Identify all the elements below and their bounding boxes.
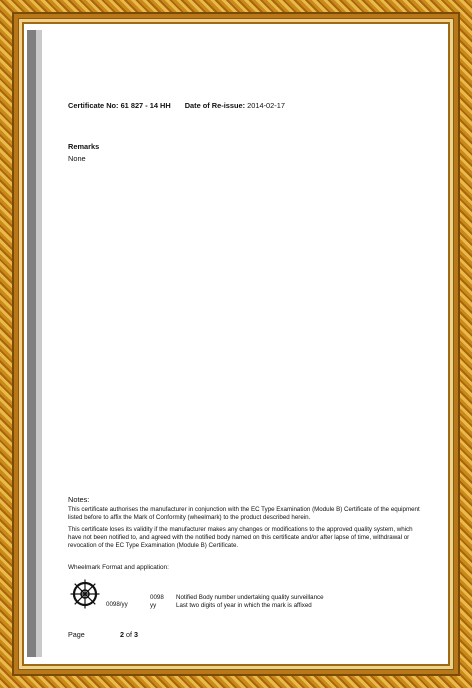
certificate-info-line: [68, 101, 285, 110]
page-of: of: [126, 630, 132, 639]
wheelmark-desc-1: Notified Body number undertaking quality surveillance: [176, 594, 324, 601]
certificate-number: Certificate No: 61 827 - 14 HH: [68, 101, 171, 110]
certificate-page: [24, 24, 448, 664]
left-margin-bar-dark: [27, 30, 36, 657]
reissue-label: Date of Re-issue:: [184, 101, 246, 110]
wheelmark-desc-2: Last two digits of year in which the mark is affixed: [176, 602, 312, 609]
remarks-value: None: [68, 154, 86, 163]
remarks-heading: Remarks: [68, 142, 100, 151]
notes-paragraph-1: This certificate authorises the manufacturer in conjunction with the EC Type Examination (Module B) Certificate of the equipment listed before to affix the Mark of Conformity (wheelmark) to the product described herein.: [68, 506, 420, 521]
left-margin-bar-light: [36, 30, 42, 657]
page-footer: [68, 630, 138, 639]
wheelmark-icon: [70, 579, 100, 609]
notes-paragraph-2: This certificate loses its validity if the manufacturer makes any changes or modifications to the approved quality system, which have not been notified to, and agreed with the notified body named on this certificate and/or after lapse of time, withdrawal or revocation of the EC Type Examination (Module B) Certificate.: [68, 526, 413, 549]
reissue-date: 2014-02-17: [247, 101, 285, 110]
wheelmark-code: 0098/yy: [106, 601, 128, 608]
wheelmark-key-2: yy: [150, 602, 157, 609]
page-current: 2: [120, 630, 124, 639]
notes-heading: Notes:: [68, 495, 90, 504]
wheelmark-key-1: 0098: [150, 594, 164, 601]
page-total: 3: [134, 630, 138, 639]
page-label: Page: [68, 630, 85, 639]
page-number: [120, 630, 138, 639]
wheelmark-heading: Wheelmark Format and application:: [68, 564, 169, 571]
